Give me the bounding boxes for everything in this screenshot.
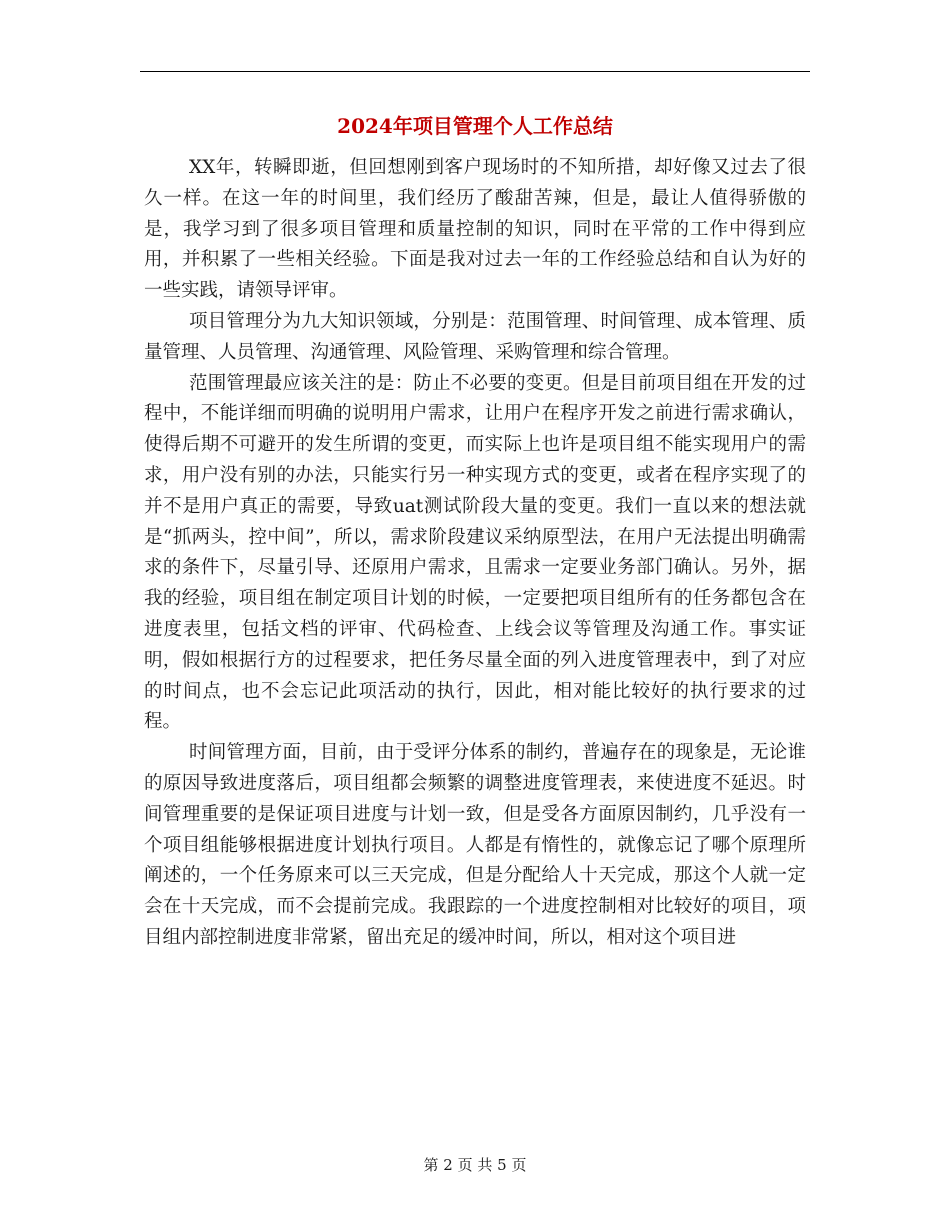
paragraph-intro: XX年，转瞬即逝，但回想刚到客户现场时的不知所措，却好像又过去了很久一样。在这一年的时间里，我们经历了酸甜苦辣，但是，最让人值得骄傲的是，我学习到了很多项目管理和质量控制的知识，同时在平常的工作中得到应用，并积累了一些相关经验。下面是我对过去一年的工作经验总结和自认为好的一些实践，请领导评审。 [144, 157, 806, 302]
header-rule [140, 71, 810, 72]
document-body [144, 153, 806, 954]
paragraph-knowledge-areas: 项目管理分为九大知识领域，分别是：范围管理、时间管理、成本管理、质量管理、人员管理、沟通管理、风险管理、采购管理和综合管理。 [144, 310, 806, 363]
paragraph-time-management: 时间管理方面，目前，由于受评分体系的制约，普遍存在的现象是，无论谁的原因导致进度落后，项目组都会频繁的调整进度管理表，来使进度不延迟。时间管理重要的是保证项目进度与计划一致，但是受各方面原因制约，几乎没有一个项目组能够根据进度计划执行项目。人都是有惰性的，就像忘记了哪个原理所阐述的，一个任务原来可以三天完成，但是分配给人十天完成，那这个人就一定会在十天完成，而不会提前完成。我跟踪的一个进度控制相对比较好的项目，项目组内部控制进度非常紧，留出充足的缓冲时间，所以，相对这个项目进 [144, 742, 806, 948]
paragraph-scope-management: 范围管理最应该关注的是：防止不必要的变更。但是目前项目组在开发的过程中，不能详细而明确的说明用户需求，让用户在程序开发之前进行需求确认，使得后期不可避开的发生所谓的变更，而实际上也许是项目组不能实现用户的需求，用户没有别的办法，只能实行另一种实现方式的变更，或者在程序实现了的并不是用户真正的需要，导致uat测试阶段大量的变更。我们一直以来的想法就是“抓两头，控中间”，所以，需求阶段建议采纳原型法，在用户无法提出明确需求的条件下，尽量引导、还原用户需求，且需求一定要业务部门确认。另外，据我的经验，项目组在制定项目计划的时候，一定要把项目组所有的任务都包含在进度表里，包括文档的评审、代码检查、上线会议等管理及沟通工作。事实证明，假如根据行方的过程要求，把任务尽量全面的列入进度管理表中，到了对应的时间点，也不会忘记此项活动的执行，因此，相对能比较好的执行要求的过程。 [144, 372, 806, 733]
document-title: 2024年项目管理个人工作总结 [337, 114, 613, 138]
page-number-footer: 第 2 页 共 5 页 [423, 1156, 527, 1174]
